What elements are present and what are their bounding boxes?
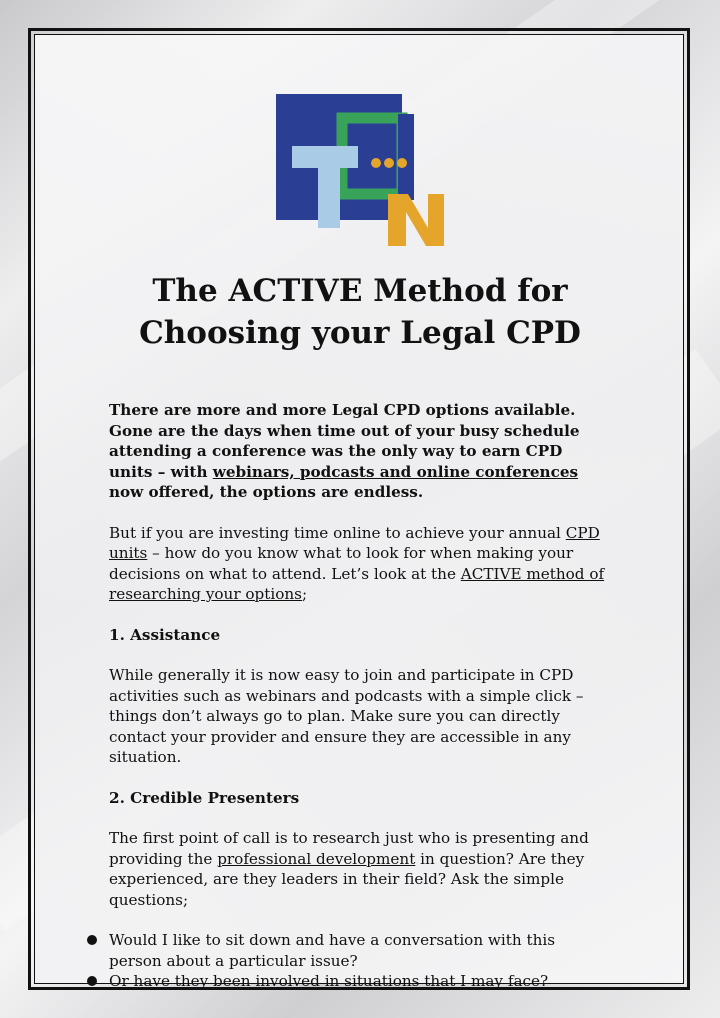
intro-text-end: now offered, the options are endless. — [109, 483, 424, 501]
section2-text: The first point of call is to research just who is presenting and providing the — [109, 829, 589, 868]
para2-text-mid: – how do you know what to look for when making your decisions on what to attend. Let’s look at the — [109, 544, 574, 583]
list-item — [85, 930, 605, 971]
article-body — [109, 400, 609, 992]
para2-text-end: ; — [301, 585, 308, 603]
section-heading-credible-presenters: 2. Credible Presenters — [109, 788, 300, 807]
section-body-credible-presenters — [109, 828, 609, 910]
active-method-link[interactable]: ACTIVE method of researching your options — [109, 564, 605, 603]
intro-text: There are more and more Legal CPD options available. Gone are the days when time out of your busy schedule attending a conference was the only way to earn CPD units – with — [109, 401, 580, 481]
list-item-text: Or have they been involved in situations that I may face? — [109, 972, 549, 990]
page-title — [60, 270, 660, 354]
logo-t-stem — [318, 146, 340, 228]
section2-text-end: in question? Are they experienced, are they leaders in their field? Ask the simple questions; — [109, 849, 585, 909]
logo-dot — [384, 158, 394, 168]
list-item — [85, 971, 605, 992]
logo-dot — [371, 158, 381, 168]
para2-text: But if you are investing time online to achieve your annual — [109, 523, 566, 542]
cpd-units-link[interactable]: CPD units — [109, 523, 600, 562]
bullet-icon — [87, 976, 97, 986]
title-line-1: The ACTIVE Method for — [152, 273, 568, 309]
question-list — [85, 930, 605, 992]
bullet-icon — [87, 935, 97, 945]
section-body-assistance: While generally it is now easy to join and participate in CPD activities such as webinars and podcasts with a simple click – things don’t always go to plan. Make sure you can directly contact your provider and ensure they are accessible in any situation. — [109, 666, 584, 766]
tcn-logo — [276, 94, 446, 250]
paragraph-2 — [109, 523, 609, 605]
logo-dot — [397, 158, 407, 168]
title-line-2: Choosing your Legal CPD — [139, 315, 581, 351]
logo-n — [388, 194, 444, 246]
webinars-link[interactable]: webinars, podcasts and online conferences — [212, 462, 579, 481]
list-item-text: Would I like to sit down and have a conversation with this person about a particular issue? — [109, 931, 556, 970]
professional-development-link[interactable]: professional development — [217, 849, 416, 868]
section-heading-assistance: 1. Assistance — [109, 625, 221, 644]
intro-paragraph — [109, 400, 609, 503]
